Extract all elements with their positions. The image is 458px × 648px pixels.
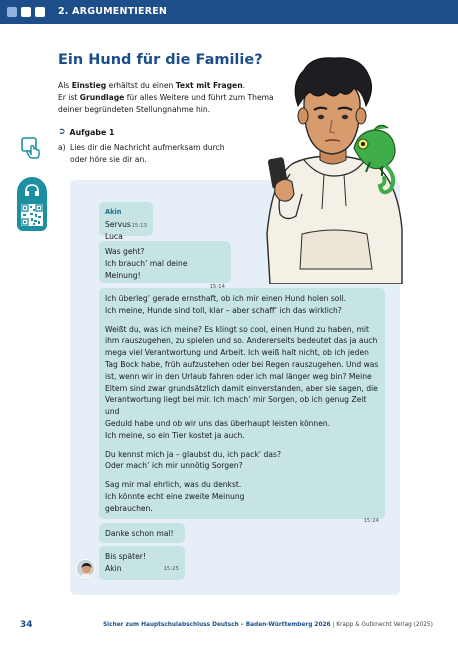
page-number: 34	[20, 620, 33, 630]
message-text: Weißt du, was ich meine? Es klingt so cool, einen Hund zu haben, mit	[105, 324, 369, 334]
message-text: Geduld habe und ob wir uns das überhaupt leisten können.	[105, 418, 331, 428]
task-line: Lies dir die Nachricht aufmerksam durch	[70, 143, 225, 152]
header-square-icon	[21, 7, 31, 17]
message-text: gebrauchen.	[105, 503, 153, 513]
message-sender: Akin	[105, 208, 122, 216]
intro-bold-term: Text mit Fragen	[175, 81, 243, 90]
footer-book-title: Sicher zum Hauptschulabschluss Deutsch – Baden-Württemberg 2026	[103, 622, 331, 628]
intro-text-part: Er ist	[58, 92, 80, 102]
chat-message	[99, 202, 153, 241]
message-text: Bis später!	[105, 552, 146, 561]
chat-message	[99, 288, 385, 524]
message-time: 15:25	[163, 566, 179, 573]
chat-message	[99, 546, 185, 580]
intro-text-part: erhältst du einen	[106, 81, 176, 90]
message-text: Ich überleg’ gerade ernsthaft, ob ich mir einen Hund holen soll.	[105, 294, 347, 303]
intro-text-part: .	[242, 81, 246, 90]
header-square-icon	[35, 7, 45, 17]
hand-pointer-icon	[21, 137, 43, 159]
message-text: Was geht?	[105, 247, 145, 256]
intro-bold-term: Grundlage	[79, 92, 125, 102]
headphones-icon[interactable]	[24, 183, 40, 197]
intro-bold-term: Einstieg	[71, 81, 107, 90]
qr-code-icon[interactable]	[21, 204, 43, 226]
message-time: 15:13	[131, 223, 147, 230]
chapter-title: 2. ARGUMENTIEREN	[58, 6, 168, 17]
message-text: Ich brauch’ mal deine Meinung!	[105, 258, 188, 280]
intro-text	[58, 80, 288, 115]
message-text: Ich meine, so ein Tier kostet ja auch.	[105, 430, 245, 440]
chat-message	[99, 241, 231, 283]
task-heading	[58, 127, 114, 137]
message-text: Ich meine, Hunde sind toll, klar – aber schaff’ ich das wirklich?	[105, 305, 342, 315]
intro-text-part: deiner begründeten Stellungnahme hin.	[58, 104, 211, 114]
message-text: Danke schon mal!	[105, 529, 174, 538]
task-letter: a)	[58, 143, 66, 152]
task-label: Aufgabe 1	[69, 127, 115, 137]
message-text: Akin	[105, 563, 122, 573]
header-square-icon	[7, 7, 17, 17]
chapter-header-bar	[0, 0, 458, 24]
message-text: ihm rauszugehen, zu spielen und so. Andererseits bedeutet das ja auch	[105, 336, 378, 346]
header-decoration	[7, 7, 45, 17]
message-text: ist, wenn wir in den Urlaub fahren oder ich mal länger weg bin? Meine	[105, 371, 372, 381]
message-text: Tag Bock habe, früh aufzustehen oder bei Regen rauszugehen. Und was	[105, 359, 379, 369]
task-instruction	[58, 142, 258, 165]
message-text: Sag mir mal ehrlich, was du denkst.	[105, 480, 242, 490]
intro-text-part: für alles Weitere und führt zum Thema	[124, 92, 274, 102]
message-text: Eltern sind zwar grundsätzlich damit einverstanden, aber sie sagen, die	[105, 383, 378, 393]
audio-qr-badge[interactable]	[17, 177, 47, 231]
message-time: 15:24	[363, 517, 379, 524]
page-title: Ein Hund für die Familie?	[58, 52, 263, 68]
message-text: Oder mach’ ich mir unnötig Sorgen?	[105, 461, 243, 471]
message-text: Servus Luca	[105, 219, 131, 241]
message-text: Verantwortung liegt bei mir. Ich mach’ mir Sorgen, ob ich genug Zeit und	[105, 395, 367, 417]
arrow-right-icon: ➲	[58, 127, 66, 137]
message-text: mega viel Verantwortung und Arbeit. Ich weiß halt nicht, ob ich jeden	[105, 348, 369, 358]
avatar	[76, 559, 95, 578]
task-line: oder höre sie dir an.	[70, 154, 147, 164]
message-text: Ich könnte echt eine zweite Meinung	[105, 491, 245, 501]
boy-with-phone-illustration	[262, 44, 412, 284]
message-text: Du kennst mich ja – glaubst du, ich pack’ das?	[105, 449, 282, 459]
footer-citation	[103, 622, 433, 628]
intro-text-part: Als	[58, 81, 72, 90]
chat-message	[99, 523, 185, 543]
footer-publisher: | Krapp & Gutknecht Verlag (2025)	[330, 622, 433, 628]
